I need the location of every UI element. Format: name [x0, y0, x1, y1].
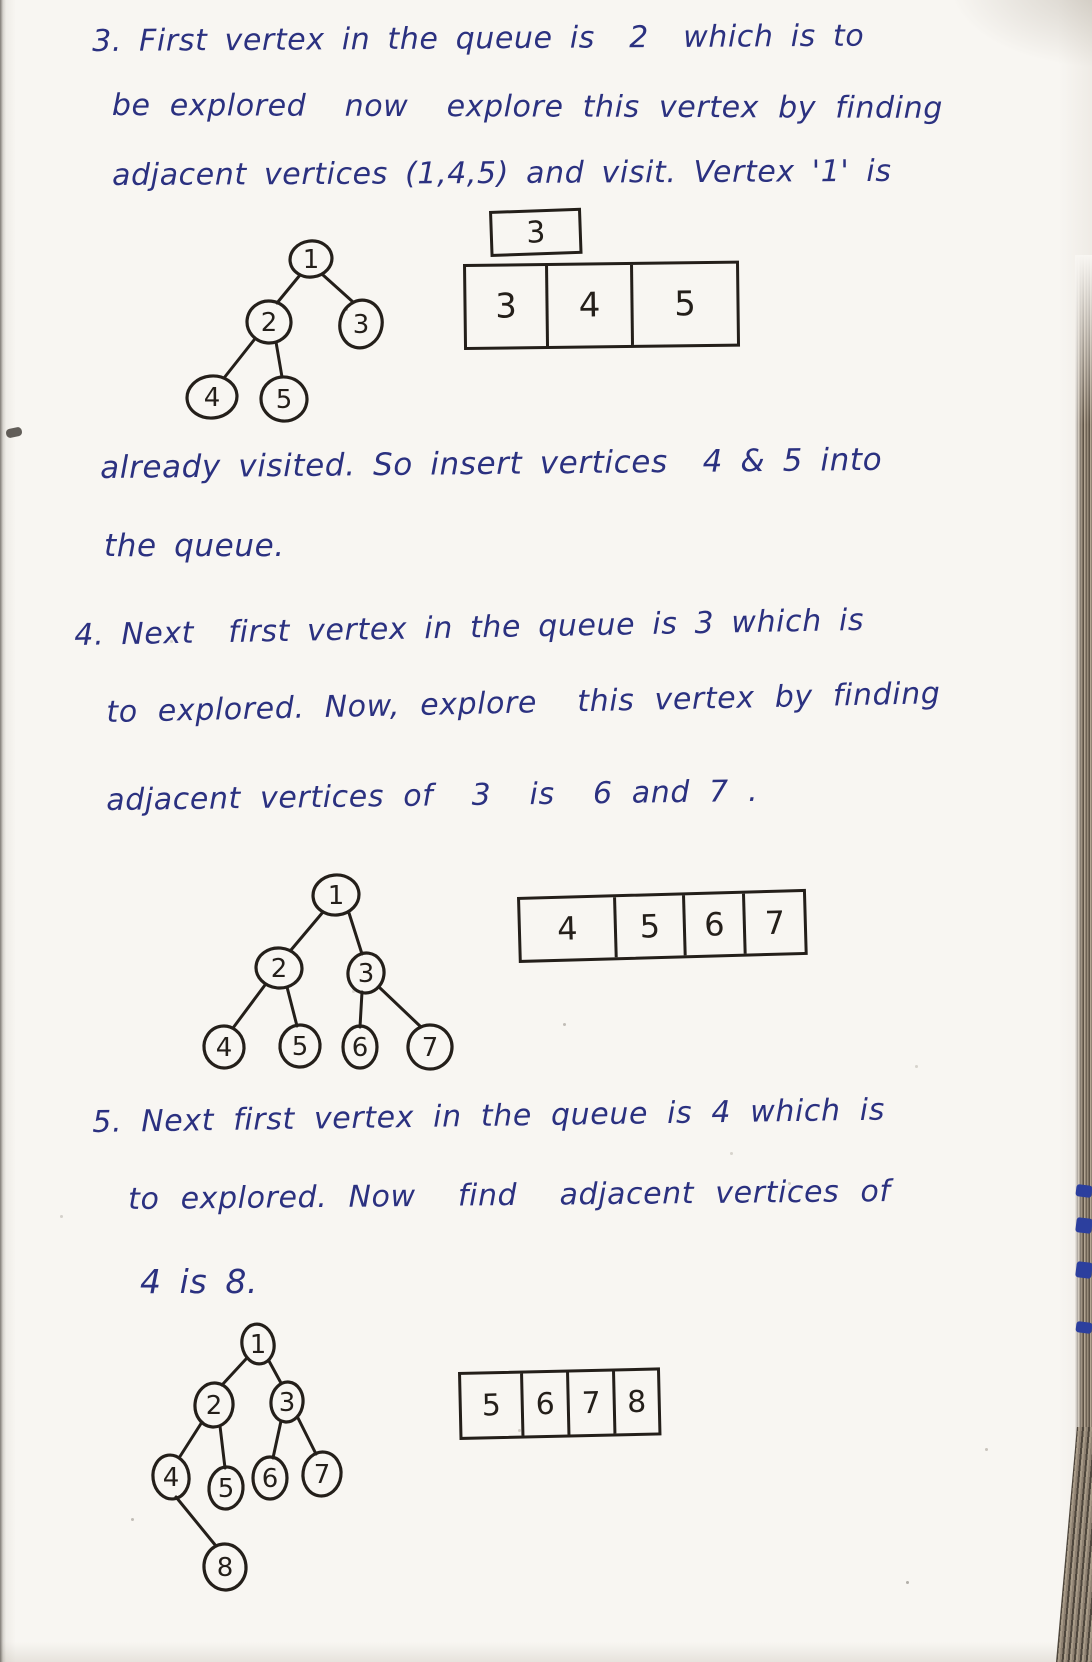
tree-node [405, 1022, 456, 1073]
step5-line-2: to explored. Now find adjacent vertices of [128, 1174, 891, 1217]
page-left-edge [0, 0, 6, 1662]
tree-node-label: 2 [205, 1391, 223, 1421]
tree-node [207, 1466, 245, 1511]
tree-node-label: 3 [278, 1388, 296, 1418]
queue-cell: 3 [466, 266, 549, 347]
tree-node-label: 6 [351, 1033, 369, 1063]
bfs-tree-step3 [150, 220, 410, 430]
bfs-tree-step4 [190, 860, 470, 1090]
tree-edge-3-7 [380, 988, 421, 1027]
tree-edge-1-3 [349, 913, 362, 954]
step3-line-1: 3. First vertex in the queue is 2 which is to [92, 18, 865, 59]
tree-node [278, 1023, 322, 1069]
next-page-edge-corner [1056, 1427, 1092, 1662]
queue-cell: 6 [685, 894, 747, 956]
queue-cell: 5 [461, 1374, 524, 1437]
tree-node-label: 5 [291, 1032, 309, 1062]
next-page-ink-mark [1075, 1184, 1092, 1198]
tree-node [311, 873, 361, 918]
queue-cell: 7 [764, 903, 786, 943]
next-page-ink-mark [1075, 1217, 1092, 1234]
next-page-ink-mark [1075, 1321, 1092, 1334]
tree-node [201, 1023, 246, 1070]
tree-node-label: 1 [302, 245, 320, 275]
step4-line-2: to explored. Now, explore this vertex by finding [106, 676, 941, 730]
queue-cell: 4 [548, 265, 634, 346]
tree-node-label: 2 [260, 308, 278, 338]
queue-table-step5 [458, 1367, 661, 1440]
tree-edge-2-5 [276, 342, 282, 377]
tree-node [254, 946, 303, 990]
tree-node-label: 8 [216, 1553, 234, 1583]
queue-front-value: 3 [525, 214, 546, 251]
tree-node-label: 1 [249, 1330, 267, 1360]
step3-line-3: adjacent vertices (1,4,5) and visit. Vertex '1' is [112, 153, 892, 193]
step3-line-4: already visited. So insert vertices 4 & 5 into [100, 441, 883, 486]
tree-edge-1-3 [323, 275, 353, 302]
tree-edge-3-7 [298, 1418, 316, 1454]
step3-line-2: be explored now explore this vertex by finding [111, 88, 943, 126]
step3-line-5: the queue. [104, 528, 285, 564]
tree-edge-4-8 [176, 1497, 216, 1546]
tree-edge-1-3 [269, 1361, 281, 1383]
tree-edge-3-6 [273, 1421, 281, 1458]
step5-line-3: 4 is 8. [140, 1262, 259, 1301]
step4-line-1: 4. Next first vertex in the queue is 3 which is [74, 602, 865, 653]
tree-node [193, 1381, 235, 1429]
tree-edge-2-5 [220, 1426, 225, 1468]
tree-edge-2-4 [179, 1422, 202, 1458]
tree-node [335, 296, 387, 353]
step5-line-1: 5. Next first vertex in the queue is 4 which is [92, 1092, 886, 1140]
tree-edge-3-6 [360, 992, 362, 1027]
queue-table-step3 [463, 261, 740, 350]
tree-node [202, 1542, 249, 1592]
tree-node-label: 3 [357, 959, 375, 989]
tree-node [258, 374, 310, 424]
tree-node-label: 4 [215, 1033, 233, 1063]
tree-node-label: 3 [352, 310, 370, 340]
tree-node-label: 2 [270, 954, 288, 984]
tree-node-label: 5 [217, 1474, 235, 1504]
ink-smudge [5, 426, 23, 438]
tree-node [150, 1453, 192, 1502]
queue-cell: 8 [626, 1384, 647, 1420]
tree-edge-1-2 [291, 912, 323, 950]
tree-edge-2-4 [233, 985, 265, 1028]
tree-node [343, 1026, 377, 1068]
tree-node [185, 374, 239, 421]
queue-front-box [489, 208, 583, 257]
bfs-tree-step5 [130, 1315, 360, 1605]
queue-cell: 4 [520, 897, 618, 960]
tree-node [245, 299, 293, 345]
queue-cell: 5 [616, 895, 687, 957]
tree-node-label: 7 [313, 1460, 331, 1490]
tree-node-label: 4 [203, 383, 221, 413]
tree-node [300, 1450, 344, 1499]
tree-edge-2-5 [287, 987, 297, 1026]
queue-cell: 5 [673, 284, 697, 325]
step4-line-3: adjacent vertices of 3 is 6 and 7 . [106, 773, 759, 818]
tree-node-label: 1 [327, 881, 345, 911]
queue-cell: 7 [569, 1371, 616, 1434]
tree-node-label: 4 [162, 1463, 180, 1493]
tree-node [269, 1380, 305, 1423]
tree-node [288, 238, 335, 279]
tree-edge-1-2 [222, 1359, 246, 1385]
tree-edge-2-4 [224, 340, 254, 378]
paper-specks [0, 0, 3, 3]
tree-node-label: 6 [261, 1464, 279, 1494]
tree-node [253, 1457, 287, 1499]
tree-node-label: 7 [421, 1033, 439, 1063]
tree-node-label: 5 [275, 385, 293, 415]
queue-table-step4 [517, 889, 808, 963]
next-page-ink-mark [1075, 1261, 1092, 1279]
queue-cell: 6 [523, 1372, 570, 1435]
tree-edge-1-2 [277, 275, 300, 303]
